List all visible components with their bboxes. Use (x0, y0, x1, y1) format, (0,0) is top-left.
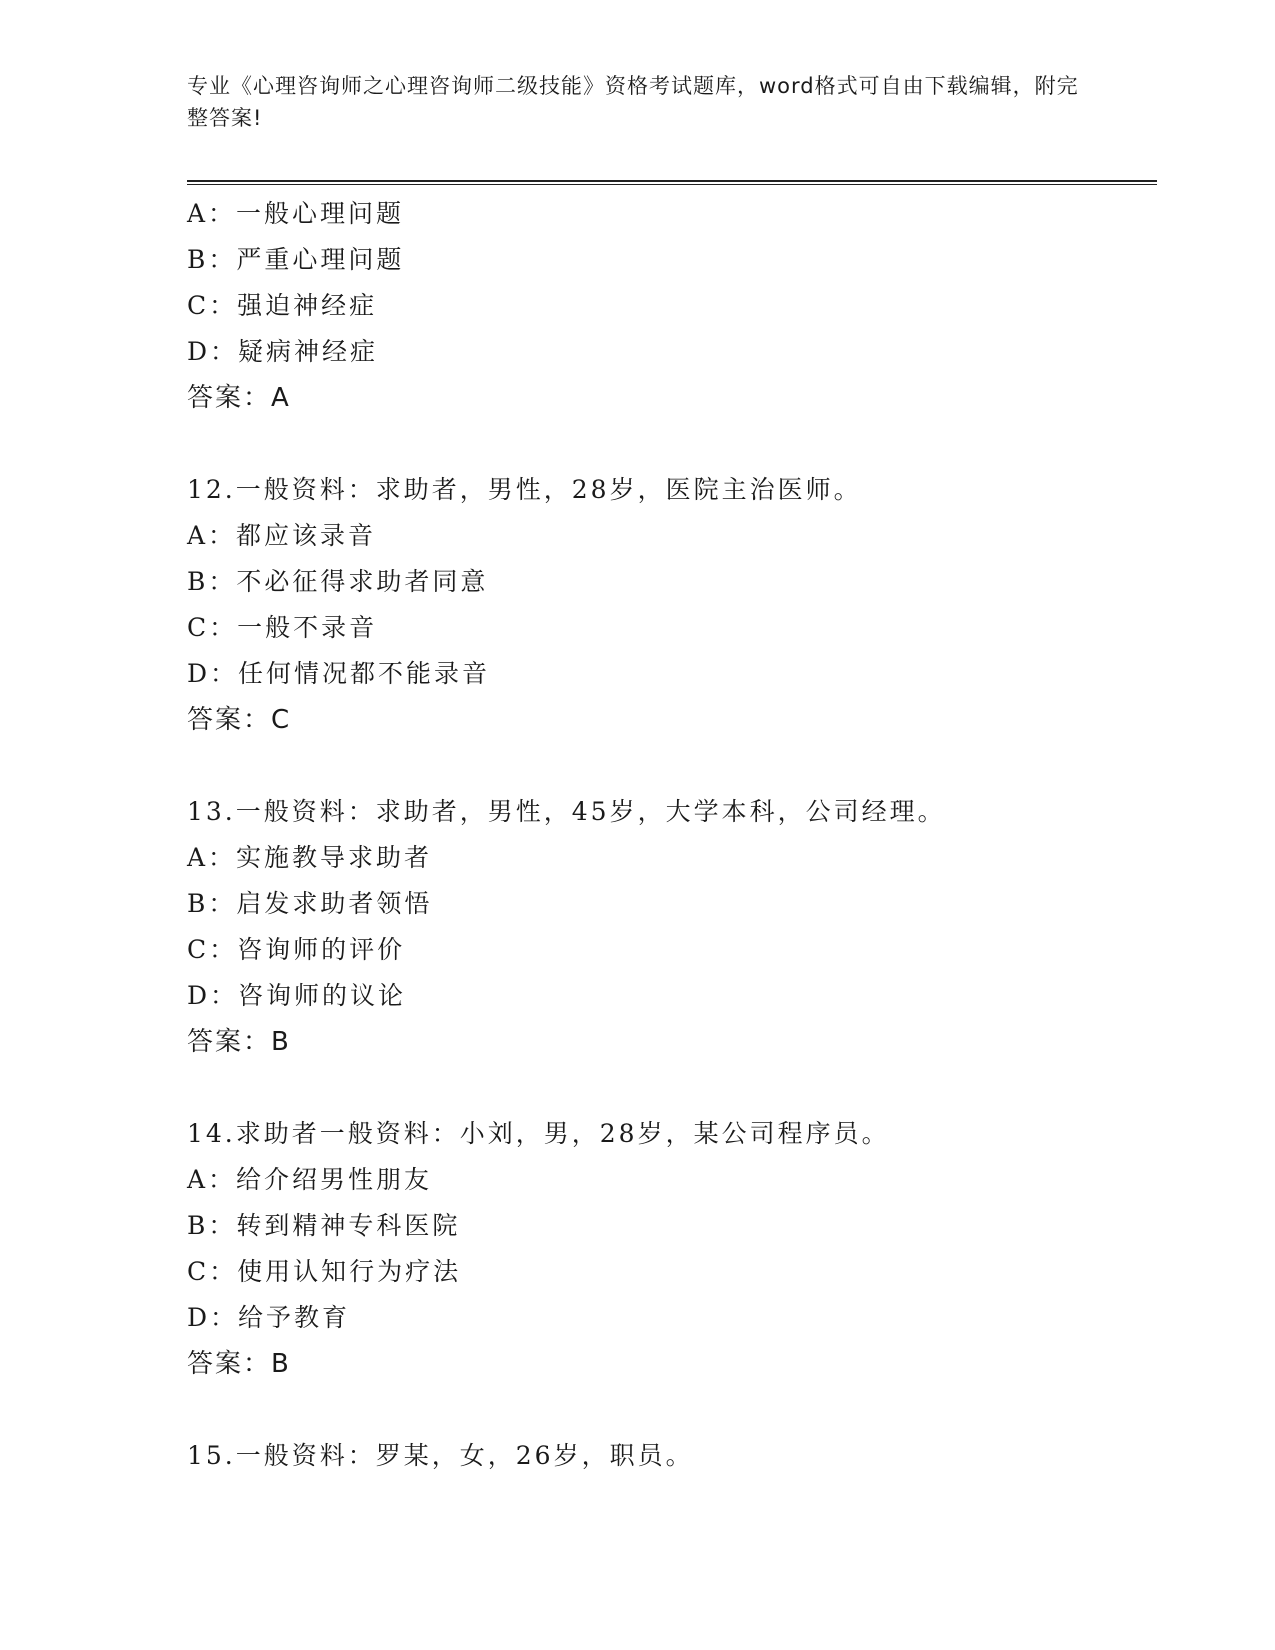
spacer (187, 1387, 1157, 1433)
document-page (187, 70, 1157, 1479)
question-stem: 13.一般资料：求助者，男性，45岁，大学本科，公司经理。 (187, 797, 946, 826)
option-c: C：强迫神经症 (187, 291, 378, 320)
option-d: D：咨询师的议论 (187, 981, 407, 1010)
answer: 答案：B (187, 1027, 291, 1057)
question-12 (187, 467, 1157, 743)
option-b: B：不必征得求助者同意 (187, 567, 489, 596)
answer: 答案：B (187, 1349, 291, 1379)
option-b: B：启发求助者领悟 (187, 889, 433, 918)
spacer (187, 743, 1157, 789)
option-a: A：给介绍男性朋友 (187, 1165, 433, 1194)
question-stem: 14.求助者一般资料：小刘，男，28岁，某公司程序员。 (187, 1119, 890, 1148)
question-stem: 15.一般资料：罗某，女，26岁，职员。 (187, 1441, 694, 1470)
option-d: D：任何情况都不能录音 (187, 659, 491, 688)
option-a: A：实施教导求助者 (187, 843, 433, 872)
option-b: B：严重心理问题 (187, 245, 405, 274)
option-c: C：咨询师的评价 (187, 935, 406, 964)
spacer (187, 1065, 1157, 1111)
option-c: C：使用认知行为疗法 (187, 1257, 462, 1286)
spacer (187, 421, 1157, 467)
question-15 (187, 1433, 1157, 1479)
option-d: D：给予教育 (187, 1303, 351, 1332)
option-c: C：一般不录音 (187, 613, 378, 642)
question-14 (187, 1111, 1157, 1387)
document-header: 专业《心理咨询师之心理咨询师二级技能》资格考试题库，word格式可自由下载编辑，附完整答案! (187, 74, 1079, 130)
option-b: B：转到精神专科医院 (187, 1211, 461, 1240)
option-a: A：都应该录音 (187, 521, 377, 550)
option-a: A：一般心理问题 (187, 199, 405, 228)
question-stem: 12.一般资料：求助者，男性，28岁，医院主治医师。 (187, 475, 862, 504)
question-13 (187, 789, 1157, 1065)
header-divider (187, 180, 1157, 185)
answer: 答案：C (187, 705, 292, 735)
answer: 答案：A (187, 383, 291, 413)
question-11-partial (187, 191, 1157, 421)
question-list (187, 191, 1157, 1479)
option-d: D：疑病神经症 (187, 337, 379, 366)
